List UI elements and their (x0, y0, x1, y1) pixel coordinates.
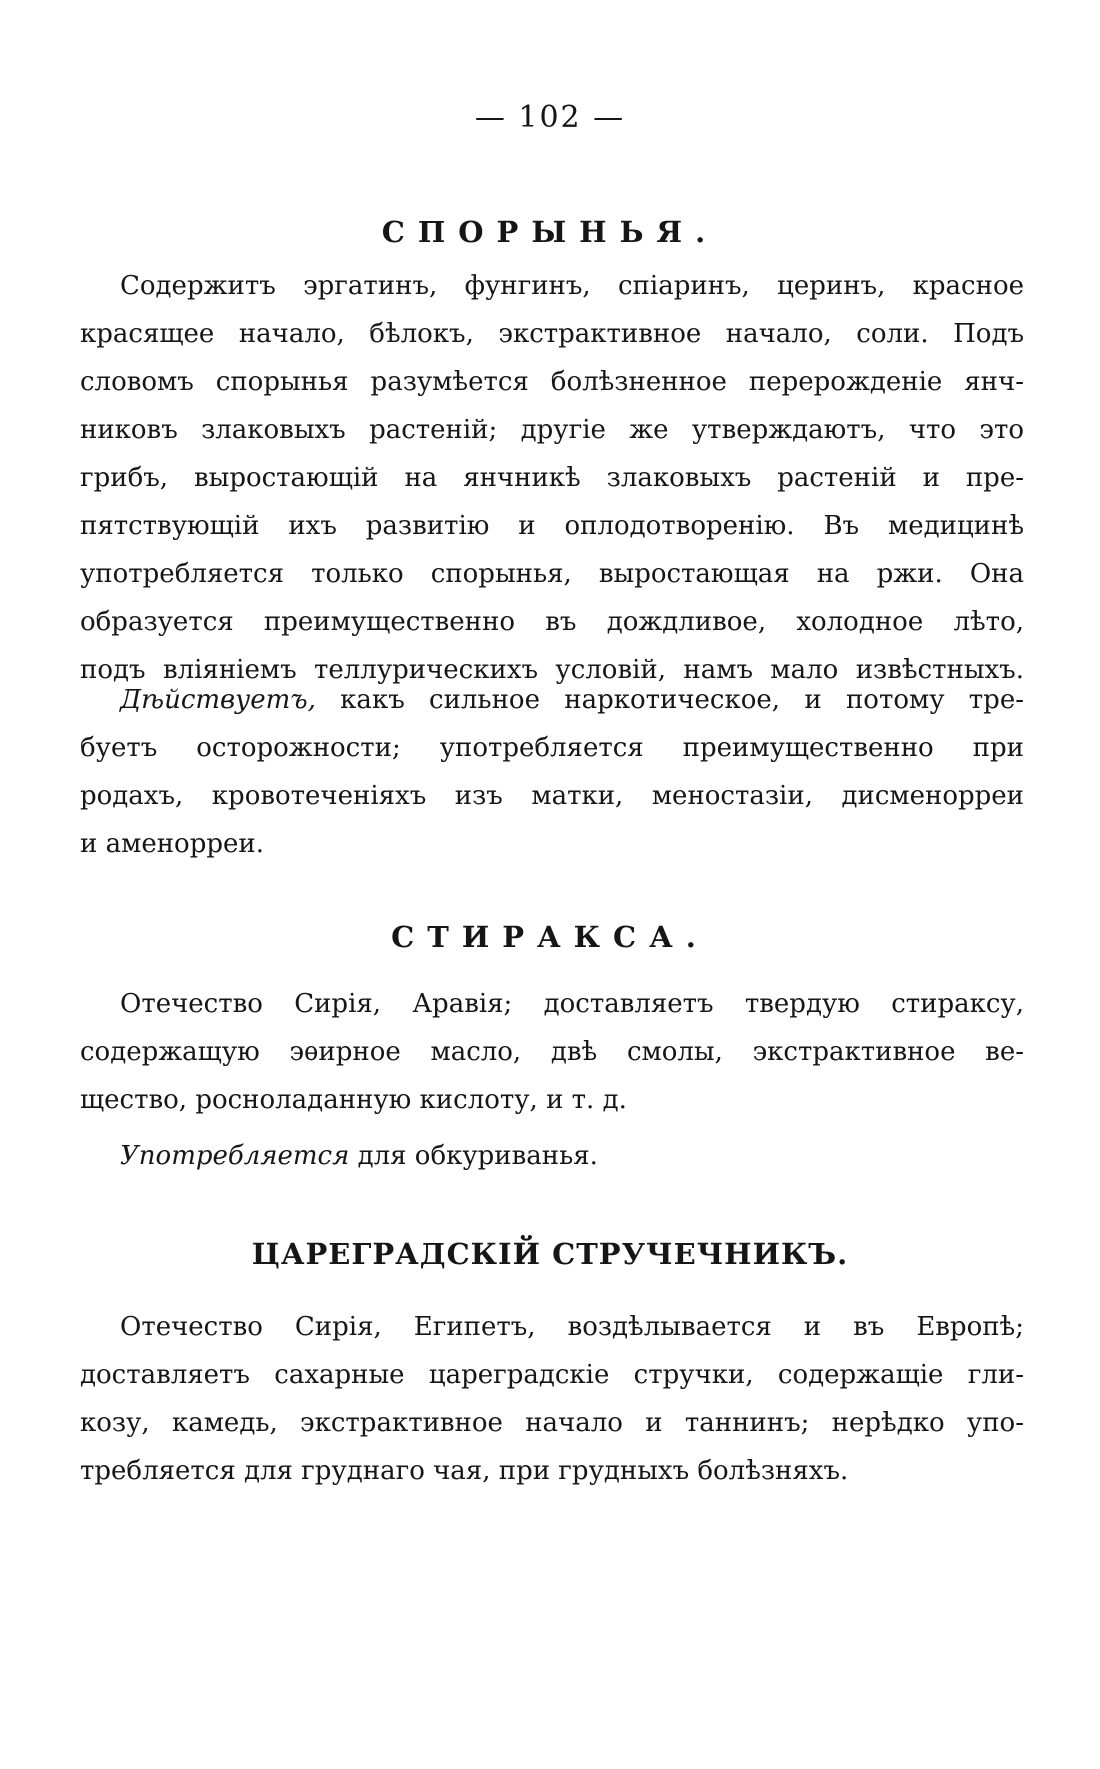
text-line: образуется преимущественно въ дождливое, холодное лѣто, (80, 607, 1024, 637)
text-line: Содержитъ эргатинъ, фунгинъ, спіаринъ, церинъ, красное (120, 271, 1024, 301)
text-line: Отечество Сирія, Египетъ, воздѣлывается и въ Европѣ; (120, 1312, 1024, 1342)
text-line: грибъ, выростающій на янчникѣ злаковыхъ растеній и пре- (80, 463, 1024, 493)
text-line: никовъ злаковыхъ растеній; другіе же утверждаютъ, что это (80, 415, 1024, 445)
text-line: требляется для груднаго чая, при грудныхъ болѣзняхъ. (80, 1456, 849, 1486)
text-line: и аменорреи. (80, 829, 264, 859)
text-line: козу, камедь, экстрактивное начало и таннинъ; нерѣдко упо- (80, 1408, 1024, 1438)
paragraph-tsaregradskiy-composition (80, 1303, 1024, 1495)
text-line: содержащую эѳирное масло, двѣ смолы, экстрактивное ве- (80, 1037, 1024, 1067)
section-heading-stiraksa: СТИРАКСА. (391, 920, 709, 954)
paragraph-stiraksa-composition (80, 980, 1024, 1124)
usage-text: для обкуриванья. (349, 1141, 598, 1171)
section-heading-sporynya: СПОРЫНЬЯ. (381, 215, 719, 249)
section-heading-tsaregradskiy: ЦАРЕГРАДСКІЙ СТРУЧЕЧНИКЪ. (251, 1237, 849, 1271)
usage-label: Употребляется (120, 1141, 350, 1171)
text-line: родахъ, кровотеченіяхъ изъ матки, меностазіи, дисменорреи (80, 781, 1024, 811)
text-line: Отечество Сирія, Аравія; доставляетъ твердую стираксу, (120, 989, 1024, 1019)
text-line: словомъ спорынья разумѣется болѣзненное перерожденіе янч- (80, 367, 1024, 397)
text-line: подъ вліяніемъ теллурическихъ условій, намъ мало извѣстныхъ. (80, 655, 1024, 685)
paragraph-sporynya-composition (80, 262, 1024, 694)
text-line (80, 676, 1024, 724)
text-line: щество, росноладанную кислоту, и т. д. (80, 1085, 627, 1115)
text-line: употребляется только спорынья, выростающая на ржи. Она (80, 559, 1024, 589)
page-number: — 102 — (474, 100, 626, 135)
text-line: красящее начало, бѣлокъ, экстрактивное начало, соли. Подъ (80, 319, 1024, 349)
text-line: буетъ осторожности; употребляется преимущественно при (80, 733, 1024, 763)
action-text: какъ сильное наркотическое, и потому тре- (315, 685, 1024, 715)
paragraph-stiraksa-usage (80, 1132, 1024, 1180)
text-line (80, 1132, 1024, 1180)
text-line: доставляетъ сахарные цареградскіе стручки, содержащіе гли- (80, 1360, 1024, 1390)
action-label: Дѣйствуетъ, (120, 685, 316, 715)
paragraph-sporynya-action (80, 676, 1024, 868)
text-line: пятствующій ихъ развитію и оплодотворенію. Въ медицинѣ (80, 511, 1024, 541)
